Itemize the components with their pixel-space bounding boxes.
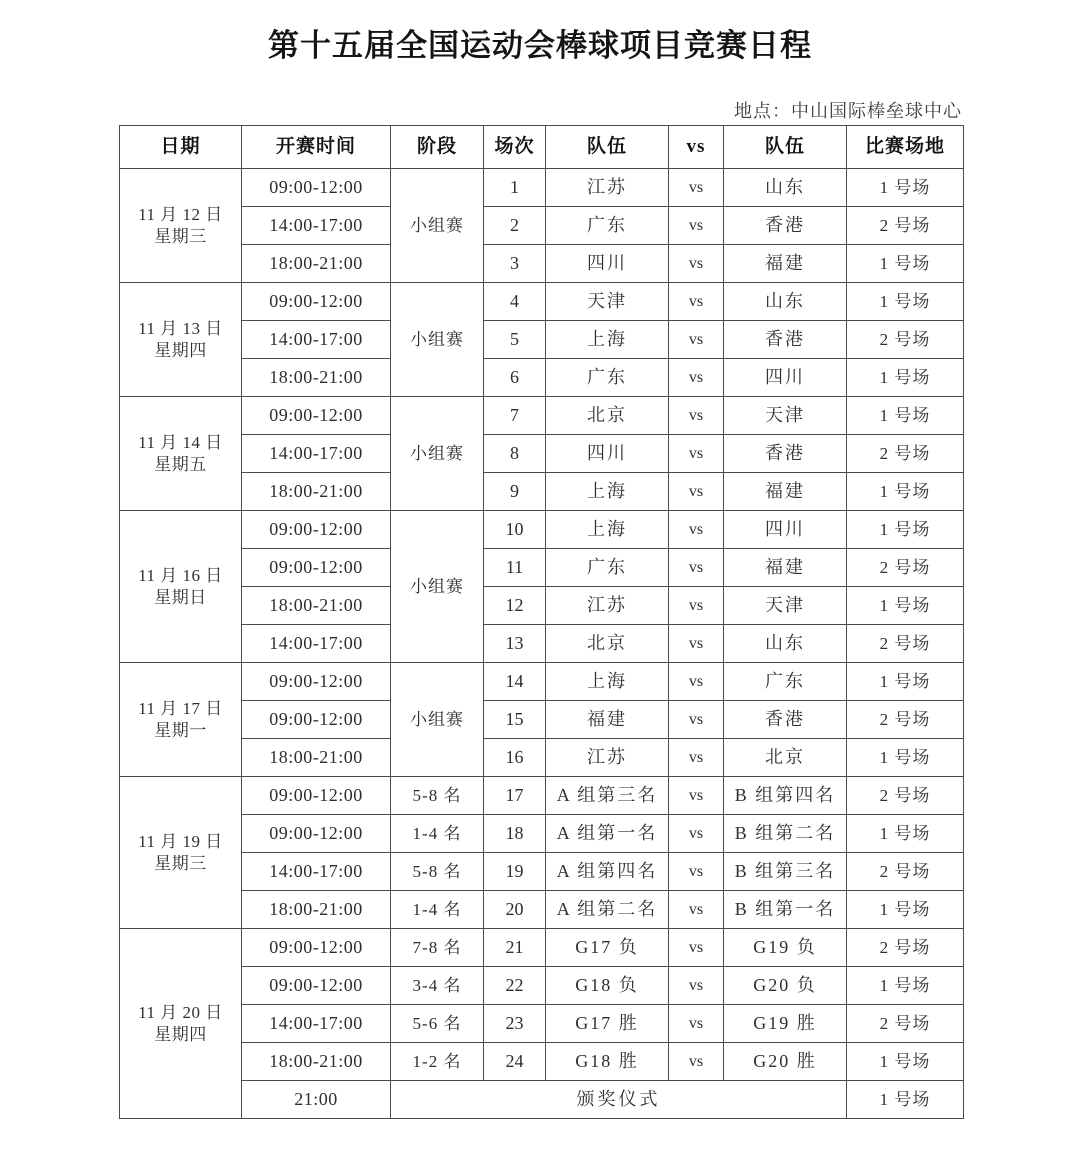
- game-no-cell: 4: [484, 283, 546, 321]
- vs-cell: vs: [669, 815, 724, 853]
- team-b-cell: 四川: [724, 511, 847, 549]
- game-no-cell: 15: [484, 701, 546, 739]
- table-row: [120, 397, 964, 435]
- game-no-cell: 8: [484, 435, 546, 473]
- vs-cell: vs: [669, 245, 724, 283]
- team-a-cell: 四川: [546, 245, 669, 283]
- stage-cell: 小组赛: [391, 283, 484, 397]
- vs-cell: vs: [669, 321, 724, 359]
- game-no-cell: 17: [484, 777, 546, 815]
- game-no-cell: 3: [484, 245, 546, 283]
- team-a-cell: 广东: [546, 549, 669, 587]
- team-b-cell: B 组第三名: [724, 853, 847, 891]
- team-b-cell: G20 胜: [724, 1043, 847, 1081]
- vs-cell: vs: [669, 929, 724, 967]
- field-cell: 2 号场: [847, 929, 964, 967]
- table-row: [120, 359, 964, 397]
- time-cell: 14:00-17:00: [242, 1005, 391, 1043]
- team-b-cell: B 组第四名: [724, 777, 847, 815]
- stage-cell: 1-4 名: [391, 891, 484, 929]
- game-no-cell: 2: [484, 207, 546, 245]
- team-a-cell: A 组第二名: [546, 891, 669, 929]
- stage-cell: 1-4 名: [391, 815, 484, 853]
- table-row: [120, 1043, 964, 1081]
- field-cell: 2 号场: [847, 625, 964, 663]
- field-cell: 2 号场: [847, 701, 964, 739]
- field-cell: 1 号场: [847, 511, 964, 549]
- vs-cell: vs: [669, 1043, 724, 1081]
- field-cell: 2 号场: [847, 321, 964, 359]
- team-b-cell: 山东: [724, 169, 847, 207]
- game-no-cell: 5: [484, 321, 546, 359]
- date-line-2: 星期五: [154, 454, 207, 474]
- time-cell: 09:00-12:00: [242, 929, 391, 967]
- stage-cell: 7-8 名: [391, 929, 484, 967]
- table-row-ceremony: [120, 1081, 964, 1119]
- table-row: [120, 473, 964, 511]
- team-a-cell: 上海: [546, 511, 669, 549]
- header-team-b: 队伍: [724, 126, 847, 169]
- time-cell: 09:00-12:00: [242, 777, 391, 815]
- team-b-cell: 香港: [724, 207, 847, 245]
- field-cell: 2 号场: [847, 853, 964, 891]
- vs-cell: vs: [669, 1005, 724, 1043]
- team-a-cell: G17 负: [546, 929, 669, 967]
- time-cell: 09:00-12:00: [242, 663, 391, 701]
- table-row: [120, 169, 964, 207]
- team-a-cell: 江苏: [546, 739, 669, 777]
- date-line-1: 11 月 20 日: [138, 1003, 223, 1023]
- table-row: [120, 283, 964, 321]
- team-a-cell: 上海: [546, 663, 669, 701]
- game-no-cell: 24: [484, 1043, 546, 1081]
- team-b-cell: B 组第二名: [724, 815, 847, 853]
- team-b-cell: 广东: [724, 663, 847, 701]
- ceremony-label-cell: 颁奖仪式: [391, 1081, 847, 1119]
- team-a-cell: 上海: [546, 321, 669, 359]
- field-cell: 2 号场: [847, 549, 964, 587]
- field-cell: 1 号场: [847, 891, 964, 929]
- field-cell: 1 号场: [847, 283, 964, 321]
- time-cell: 14:00-17:00: [242, 435, 391, 473]
- field-cell: 1 号场: [847, 473, 964, 511]
- header-time: 开赛时间: [242, 126, 391, 169]
- time-cell: 09:00-12:00: [242, 283, 391, 321]
- table-row: [120, 549, 964, 587]
- table-row: [120, 321, 964, 359]
- game-no-cell: 18: [484, 815, 546, 853]
- table-row: [120, 663, 964, 701]
- field-cell: 1 号场: [847, 245, 964, 283]
- stage-cell: 小组赛: [391, 511, 484, 663]
- time-cell: 18:00-21:00: [242, 891, 391, 929]
- vs-cell: vs: [669, 777, 724, 815]
- game-no-cell: 14: [484, 663, 546, 701]
- time-cell: 14:00-17:00: [242, 853, 391, 891]
- vs-cell: vs: [669, 435, 724, 473]
- date-line-1: 11 月 14 日: [138, 433, 223, 453]
- team-a-cell: A 组第四名: [546, 853, 669, 891]
- team-a-cell: 广东: [546, 207, 669, 245]
- field-cell: 1 号场: [847, 1043, 964, 1081]
- team-a-cell: 北京: [546, 397, 669, 435]
- header-team-a: 队伍: [546, 126, 669, 169]
- vs-cell: vs: [669, 853, 724, 891]
- table-row: [120, 967, 964, 1005]
- header-vs: vs: [669, 126, 724, 169]
- vs-cell: vs: [669, 207, 724, 245]
- date-cell: [120, 397, 242, 511]
- vs-cell: vs: [669, 891, 724, 929]
- field-cell: 1 号场: [847, 169, 964, 207]
- table-row: [120, 701, 964, 739]
- time-cell: 09:00-12:00: [242, 511, 391, 549]
- date-cell: [120, 929, 242, 1119]
- table-row: [120, 815, 964, 853]
- game-no-cell: 19: [484, 853, 546, 891]
- field-cell: 1 号场: [847, 663, 964, 701]
- table-row: [120, 587, 964, 625]
- date-line-2: 星期一: [154, 720, 207, 740]
- team-b-cell: G19 负: [724, 929, 847, 967]
- team-a-cell: 天津: [546, 283, 669, 321]
- vs-cell: vs: [669, 663, 724, 701]
- table-row: [120, 207, 964, 245]
- vs-cell: vs: [669, 283, 724, 321]
- table-body: [120, 169, 964, 1119]
- game-no-cell: 20: [484, 891, 546, 929]
- vs-cell: vs: [669, 473, 724, 511]
- field-cell: 1 号场: [847, 815, 964, 853]
- game-no-cell: 10: [484, 511, 546, 549]
- team-b-cell: 山东: [724, 283, 847, 321]
- stage-cell: 小组赛: [391, 663, 484, 777]
- time-cell: 18:00-21:00: [242, 245, 391, 283]
- time-cell: 14:00-17:00: [242, 207, 391, 245]
- ceremony-field-cell: 1 号场: [847, 1081, 964, 1119]
- date-line-1: 11 月 17 日: [138, 699, 223, 719]
- field-cell: 1 号场: [847, 739, 964, 777]
- field-cell: 1 号场: [847, 397, 964, 435]
- team-a-cell: A 组第三名: [546, 777, 669, 815]
- team-b-cell: G20 负: [724, 967, 847, 1005]
- team-a-cell: 福建: [546, 701, 669, 739]
- team-b-cell: 天津: [724, 397, 847, 435]
- team-b-cell: 福建: [724, 473, 847, 511]
- date-cell: [120, 283, 242, 397]
- date-line-1: 11 月 13 日: [138, 319, 223, 339]
- table-row: [120, 511, 964, 549]
- vs-cell: vs: [669, 625, 724, 663]
- team-b-cell: 香港: [724, 701, 847, 739]
- team-b-cell: 山东: [724, 625, 847, 663]
- game-no-cell: 23: [484, 1005, 546, 1043]
- team-a-cell: G17 胜: [546, 1005, 669, 1043]
- team-b-cell: 香港: [724, 321, 847, 359]
- team-b-cell: 北京: [724, 739, 847, 777]
- team-b-cell: 福建: [724, 245, 847, 283]
- time-cell: 18:00-21:00: [242, 473, 391, 511]
- team-a-cell: G18 负: [546, 967, 669, 1005]
- table-row: [120, 891, 964, 929]
- time-cell: 18:00-21:00: [242, 359, 391, 397]
- vs-cell: vs: [669, 359, 724, 397]
- stage-cell: 5-8 名: [391, 853, 484, 891]
- schedule-table: [119, 125, 964, 1119]
- table-row: [120, 245, 964, 283]
- vs-cell: vs: [669, 967, 724, 1005]
- header-field: 比赛场地: [847, 126, 964, 169]
- table-header: [120, 126, 964, 169]
- field-cell: 2 号场: [847, 777, 964, 815]
- date-cell: [120, 511, 242, 663]
- date-cell: [120, 169, 242, 283]
- team-a-cell: 广东: [546, 359, 669, 397]
- table-row: [120, 853, 964, 891]
- team-a-cell: A 组第一名: [546, 815, 669, 853]
- time-cell: 09:00-12:00: [242, 397, 391, 435]
- time-cell: 14:00-17:00: [242, 321, 391, 359]
- team-b-cell: B 组第一名: [724, 891, 847, 929]
- time-cell: 18:00-21:00: [242, 587, 391, 625]
- field-cell: 2 号场: [847, 207, 964, 245]
- team-a-cell: 江苏: [546, 587, 669, 625]
- table-row: [120, 625, 964, 663]
- field-cell: 1 号场: [847, 967, 964, 1005]
- team-a-cell: 上海: [546, 473, 669, 511]
- team-b-cell: 福建: [724, 549, 847, 587]
- team-a-cell: 四川: [546, 435, 669, 473]
- stage-cell: 小组赛: [391, 397, 484, 511]
- vs-cell: vs: [669, 169, 724, 207]
- field-cell: 2 号场: [847, 1005, 964, 1043]
- stage-cell: 1-2 名: [391, 1043, 484, 1081]
- table-row: [120, 1005, 964, 1043]
- time-cell: 14:00-17:00: [242, 625, 391, 663]
- stage-cell: 小组赛: [391, 169, 484, 283]
- time-cell: 09:00-12:00: [242, 169, 391, 207]
- game-no-cell: 22: [484, 967, 546, 1005]
- date-line-2: 星期四: [154, 1024, 207, 1044]
- date-line-2: 星期三: [154, 853, 207, 873]
- date-line-1: 11 月 16 日: [138, 566, 223, 586]
- team-b-cell: 四川: [724, 359, 847, 397]
- time-cell: 18:00-21:00: [242, 739, 391, 777]
- field-cell: 1 号场: [847, 359, 964, 397]
- game-no-cell: 9: [484, 473, 546, 511]
- team-b-cell: 香港: [724, 435, 847, 473]
- stage-cell: 5-8 名: [391, 777, 484, 815]
- vs-cell: vs: [669, 587, 724, 625]
- game-no-cell: 21: [484, 929, 546, 967]
- field-cell: 2 号场: [847, 435, 964, 473]
- vs-cell: vs: [669, 701, 724, 739]
- header-date: 日期: [120, 126, 242, 169]
- team-a-cell: 江苏: [546, 169, 669, 207]
- date-line-2: 星期日: [154, 587, 207, 607]
- table-row: [120, 435, 964, 473]
- game-no-cell: 6: [484, 359, 546, 397]
- ceremony-time-cell: 21:00: [242, 1081, 391, 1119]
- table-row: [120, 929, 964, 967]
- page-title: 第十五届全国运动会棒球项目竞赛日程: [268, 28, 812, 63]
- game-no-cell: 16: [484, 739, 546, 777]
- time-cell: 18:00-21:00: [242, 1043, 391, 1081]
- date-cell: [120, 777, 242, 929]
- vs-cell: vs: [669, 549, 724, 587]
- game-no-cell: 11: [484, 549, 546, 587]
- header-stage: 阶段: [391, 126, 484, 169]
- field-cell: 1 号场: [847, 587, 964, 625]
- time-cell: 09:00-12:00: [242, 701, 391, 739]
- time-cell: 09:00-12:00: [242, 967, 391, 1005]
- date-line-1: 11 月 19 日: [138, 832, 223, 852]
- game-no-cell: 12: [484, 587, 546, 625]
- date-cell: [120, 663, 242, 777]
- table-row: [120, 739, 964, 777]
- header-game-no: 场次: [484, 126, 546, 169]
- team-a-cell: G18 胜: [546, 1043, 669, 1081]
- team-b-cell: 天津: [724, 587, 847, 625]
- team-b-cell: G19 胜: [724, 1005, 847, 1043]
- team-a-cell: 北京: [546, 625, 669, 663]
- vs-cell: vs: [669, 511, 724, 549]
- time-cell: 09:00-12:00: [242, 549, 391, 587]
- game-no-cell: 13: [484, 625, 546, 663]
- schedule-table-wrap: [119, 125, 963, 1119]
- time-cell: 09:00-12:00: [242, 815, 391, 853]
- date-line-2: 星期四: [154, 340, 207, 360]
- venue-label: 地点：中山国际棒垒球中心: [734, 101, 962, 121]
- vs-cell: vs: [669, 397, 724, 435]
- vs-cell: vs: [669, 739, 724, 777]
- date-line-1: 11 月 12 日: [138, 205, 223, 225]
- game-no-cell: 1: [484, 169, 546, 207]
- date-line-2: 星期三: [154, 226, 207, 246]
- game-no-cell: 7: [484, 397, 546, 435]
- table-row: [120, 777, 964, 815]
- header-row: [120, 126, 964, 169]
- stage-cell: 3-4 名: [391, 967, 484, 1005]
- stage-cell: 5-6 名: [391, 1005, 484, 1043]
